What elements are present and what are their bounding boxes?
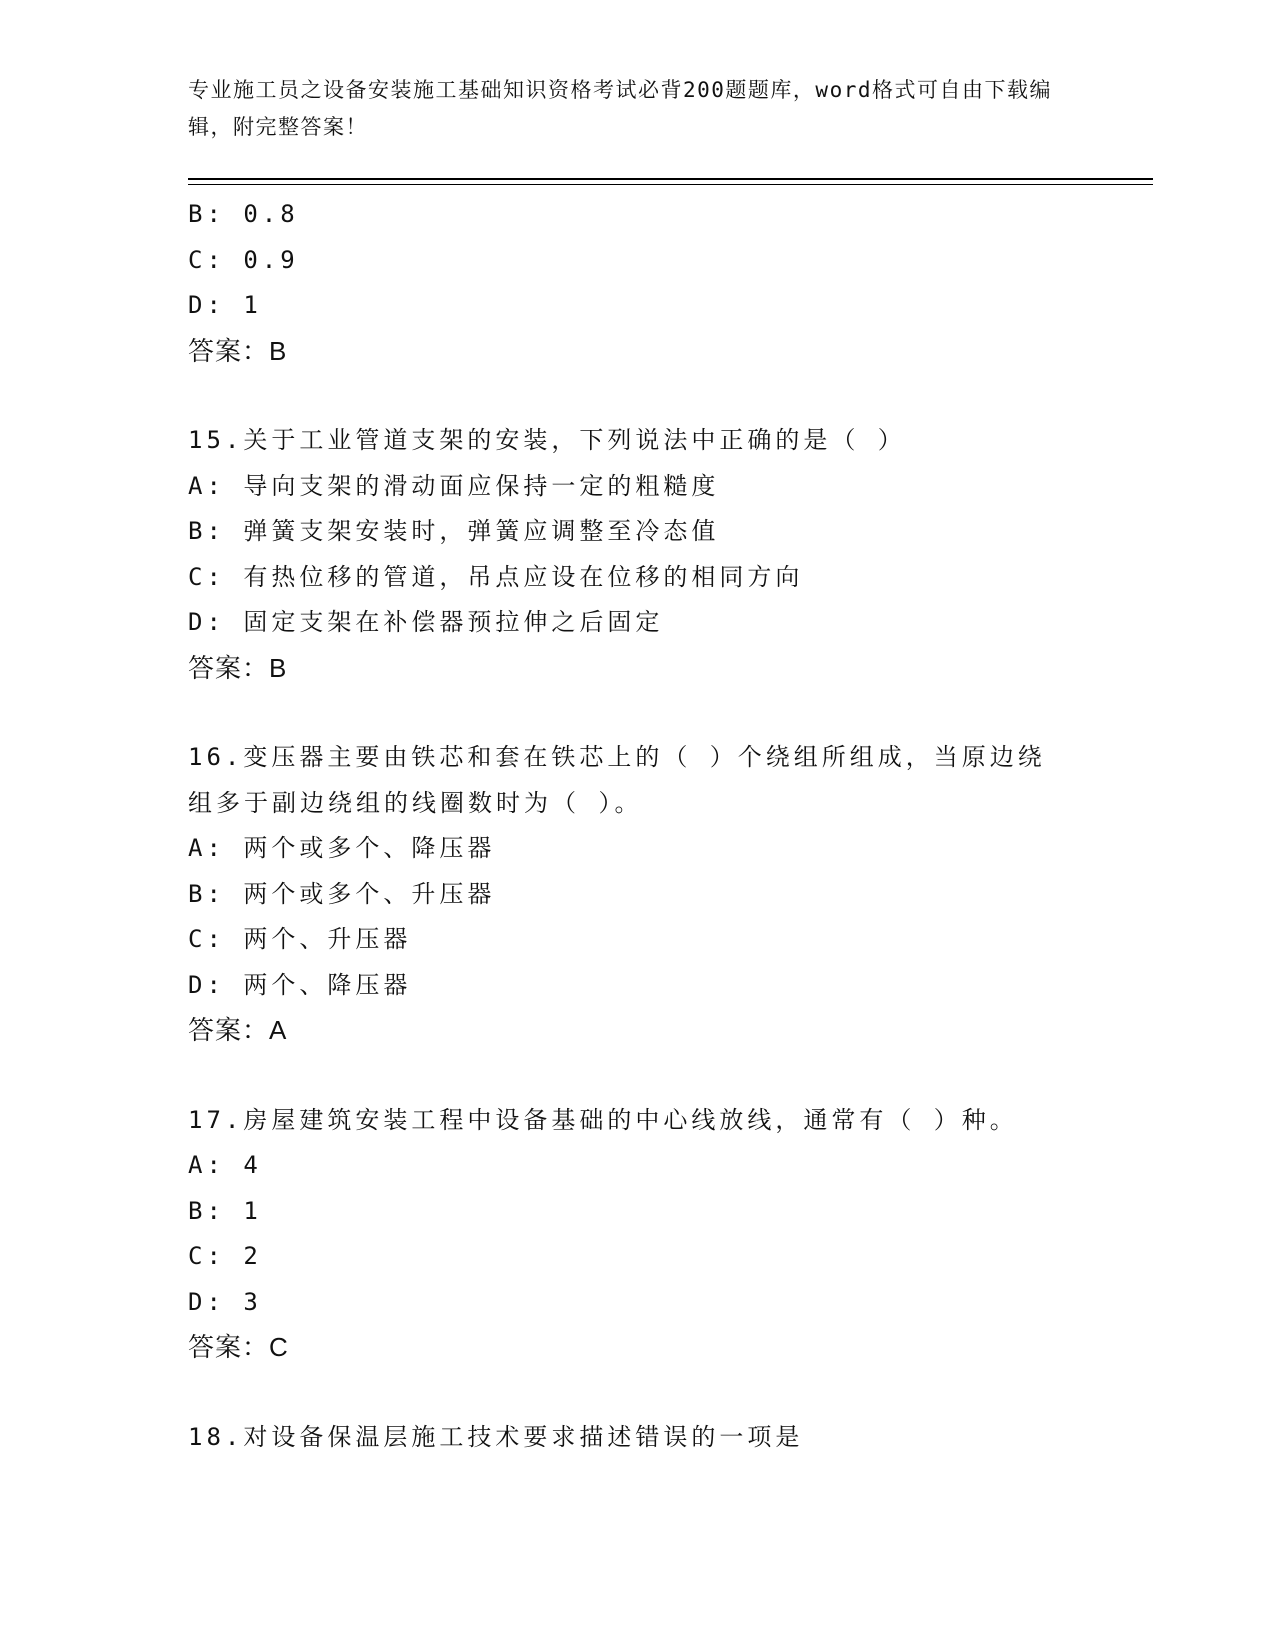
option-b: B: 0.8 xyxy=(188,200,299,228)
question-text: 16.变压器主要由铁芯和套在铁芯上的（ ）个绕组所组成，当原边绕组多于副边绕组的线圈数时为（ ）。 xyxy=(188,743,1046,817)
question-15 xyxy=(188,418,1088,691)
answer-line: 答案：C xyxy=(188,1332,289,1362)
document-body xyxy=(188,192,1088,1460)
option-b: B: 弹簧支架安装时，弹簧应调整至冷态值 xyxy=(188,517,720,545)
option-c: C: 0.9 xyxy=(188,245,299,274)
spacer xyxy=(188,691,1088,735)
option-a: A: 两个或多个、降压器 xyxy=(188,834,496,862)
option-b: B: 两个或多个、升压器 xyxy=(188,879,496,908)
option-c: C: 2 xyxy=(188,1242,262,1270)
option-c: C: 两个、升压器 xyxy=(188,925,412,953)
option-a: A: 导向支架的滑动面应保持一定的粗糙度 xyxy=(188,471,720,500)
option-d: D: 3 xyxy=(188,1287,262,1316)
question-text: 17.房屋建筑安装工程中设备基础的中心线放线，通常有（ ）种。 xyxy=(188,1105,1018,1134)
header-divider-thick xyxy=(188,178,1153,180)
option-d: D: 固定支架在补偿器预拉伸之后固定 xyxy=(188,608,664,636)
document-header: 专业施工员之设备安装施工基础知识资格考试必背200题题库，word格式可自由下载编辑，附完整答案！ xyxy=(188,78,1052,139)
option-b: B: 1 xyxy=(188,1196,262,1225)
question-text: 18.对设备保温层施工技术要求描述错误的一项是 xyxy=(188,1422,804,1451)
option-d: D: 1 xyxy=(188,291,262,319)
option-d: D: 两个、降压器 xyxy=(188,970,412,999)
header-divider-thin xyxy=(188,184,1153,185)
question-14-continuation xyxy=(188,192,1088,374)
option-a: A: 4 xyxy=(188,1151,262,1179)
question-17 xyxy=(188,1098,1088,1371)
spacer xyxy=(188,1371,1088,1415)
question-text: 15.关于工业管道支架的安装，下列说法中正确的是（ ） xyxy=(188,426,906,454)
spacer xyxy=(188,1054,1088,1098)
spacer xyxy=(188,374,1088,418)
answer-line: 答案：B xyxy=(188,335,288,366)
question-18 xyxy=(188,1415,1088,1461)
option-c: C: 有热位移的管道，吊点应设在位移的相同方向 xyxy=(188,562,804,591)
answer-line: 答案：B xyxy=(188,652,288,683)
question-16 xyxy=(188,735,1088,1054)
answer-line: 答案：A xyxy=(188,1015,288,1045)
